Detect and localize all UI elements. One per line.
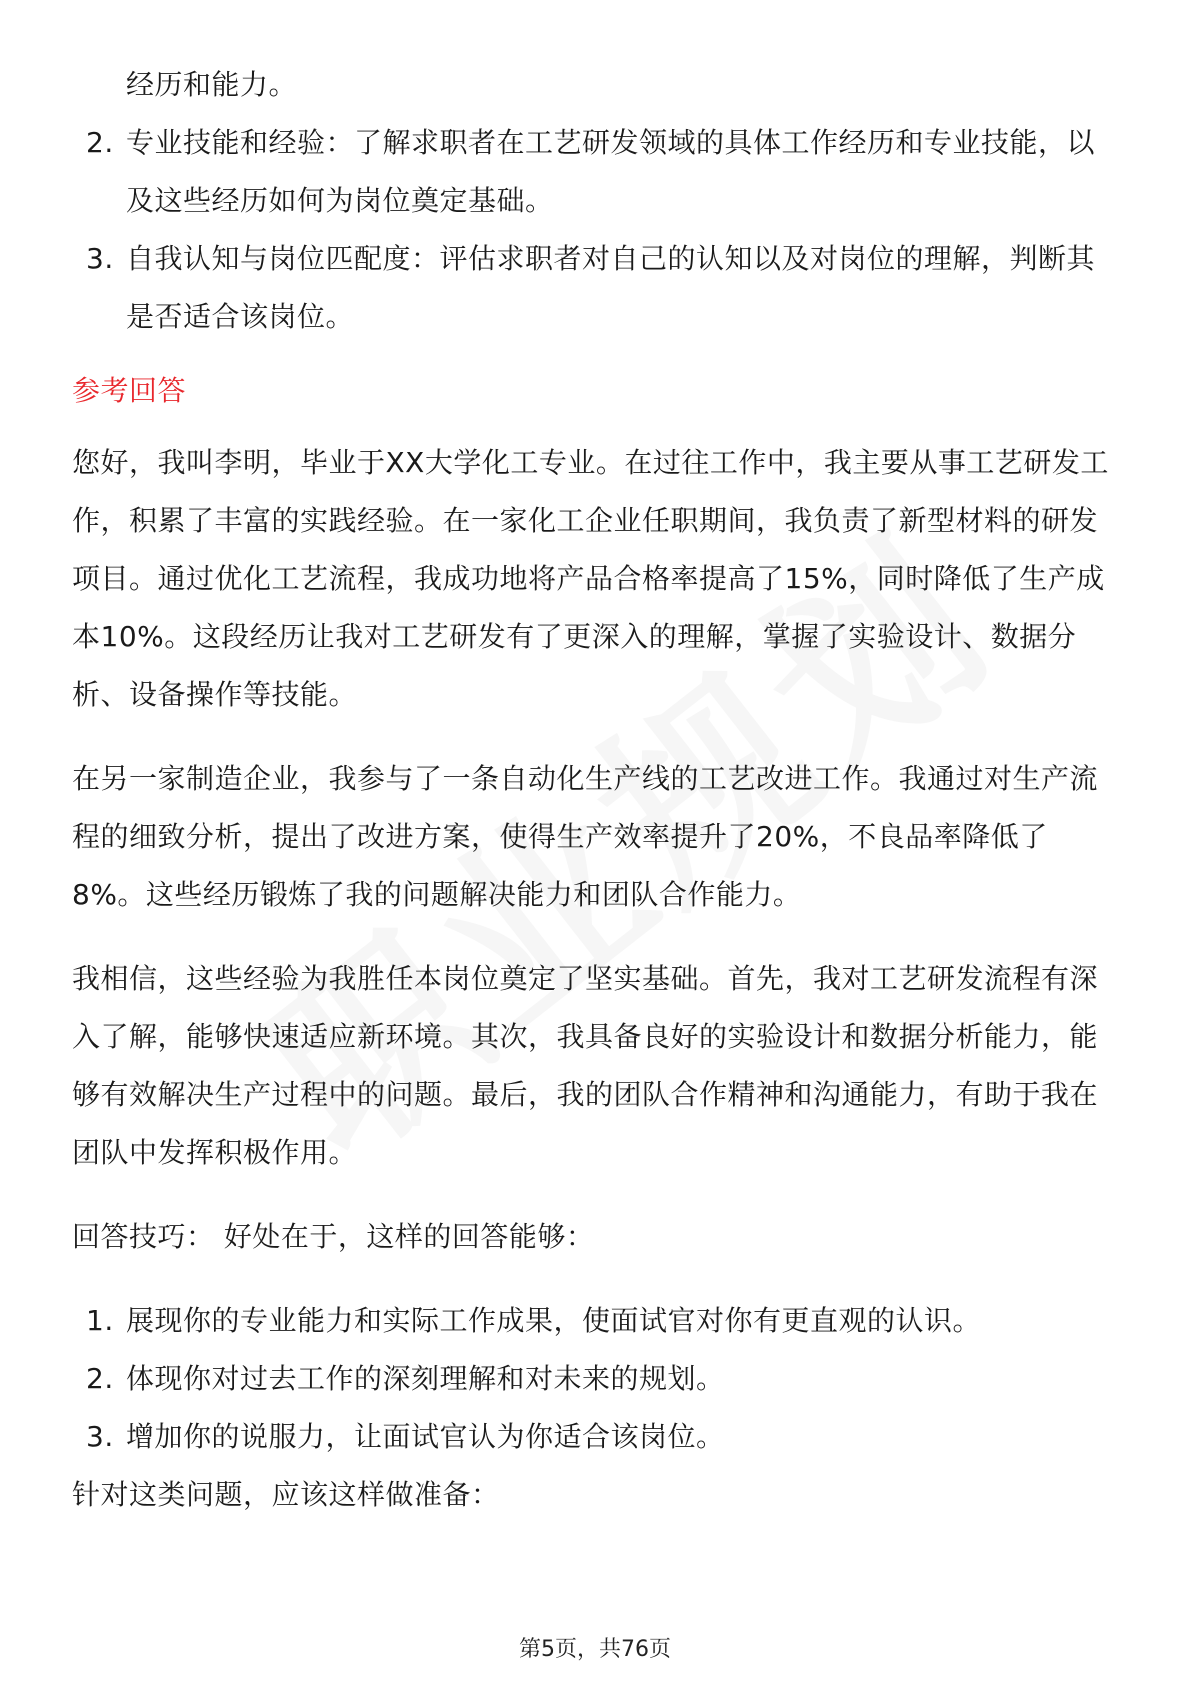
paragraph-line: 够有效解决生产过程中的问题。最后，我的团队合作精神和沟通能力，有助于我在 [72,1078,1099,1111]
page-number: 第5页，共76页 [519,1637,671,1662]
list-item [72,1350,1122,1408]
answer-paragraph-2 [72,750,1122,924]
list-item [72,1408,1122,1466]
prep-intro: 针对这类问题，应该这样做准备： [72,1478,500,1511]
paragraph-line: 团队中发挥积极作用。 [72,1136,358,1169]
list-number: 2. [86,126,114,159]
answer-paragraph-3 [72,950,1122,1182]
section-title: 参考回答 [72,374,187,407]
list-number: 3. [86,242,114,275]
list-continuation: 经历和能力。 [126,68,298,101]
paragraph-line: 8%。这些经历锻炼了我的问题解决能力和团队合作能力。 [72,878,802,911]
paragraph-line: 作，积累了丰富的实践经验。在一家化工企业任职期间，我负责了新型材料的研发 [72,504,1099,537]
list-text-line: 及这些经历如何为岗位奠定基础。 [126,184,554,217]
list-text-line: 专业技能和经验：了解求职者在工艺研发领域的具体工作经历和专业技能，以 [126,126,1096,159]
paragraph-line: 我相信，这些经验为我胜任本岗位奠定了坚实基础。首先，我对工艺研发流程有深 [72,962,1099,995]
paragraph-line: 本10%。这段经历让我对工艺研发有了更深入的理解，掌握了实验设计、数据分 [72,620,1077,653]
list-text-line: 展现你的专业能力和实际工作成果，使面试官对你有更直观的认识。 [126,1304,982,1337]
list-text-line: 是否适合该岗位。 [126,300,355,333]
list-text-line: 体现你对过去工作的深刻理解和对未来的规划。 [126,1362,725,1395]
criteria-list [72,114,1122,346]
page-content [72,56,1122,1550]
paragraph-line: 在另一家制造企业，我参与了一条自动化生产线的工艺改进工作。我通过对生产流 [72,762,1099,795]
list-number: 3. [86,1420,114,1453]
paragraph-line: 析、设备操作等技能。 [72,678,358,711]
list-item [72,114,1122,230]
paragraph-line: 您好，我叫李明，毕业于XX大学化工专业。在过往工作中，我主要从事工艺研发工 [72,446,1109,479]
paragraph-line: 程的细致分析，提出了改进方案，使得生产效率提升了20%，不良品率降低了 [72,820,1048,853]
list-text-line: 自我认知与岗位匹配度：评估求职者对自己的认知以及对岗位的理解，判断其 [126,242,1096,275]
list-item [72,230,1122,346]
answer-paragraph-1 [72,434,1122,724]
list-item [72,1292,1122,1350]
list-number: 2. [86,1362,114,1395]
list-text-line: 增加你的说服力，让面试官认为你适合该岗位。 [126,1420,725,1453]
tips-list [72,1292,1122,1466]
paragraph-line: 入了解，能够快速适应新环境。其次，我具备良好的实验设计和数据分析能力，能 [72,1020,1099,1053]
list-number: 1. [86,1304,114,1337]
tips-intro: 回答技巧： 好处在于，这样的回答能够： [72,1220,595,1253]
paragraph-line: 项目。通过优化工艺流程，我成功地将产品合格率提高了15%，同时降低了生产成 [72,562,1105,595]
